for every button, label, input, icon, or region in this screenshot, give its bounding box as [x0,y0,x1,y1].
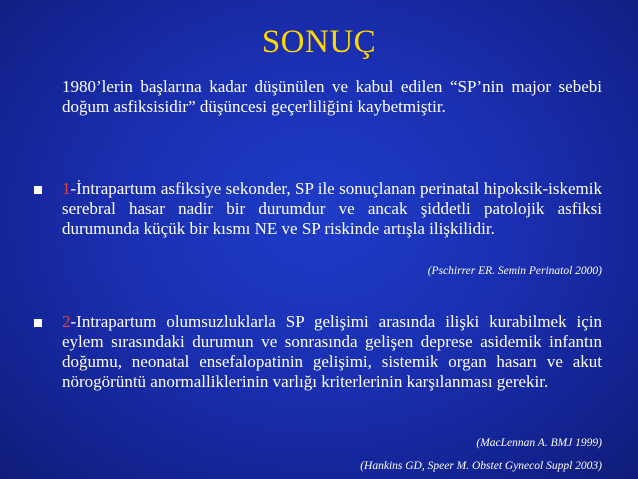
point-2-text: -Intrapartum olumsuzluklarla SP gelişimi arasında ilişki kurabilmek için eylem sırasındaki durumun ve sonrasında gelişen deprese asidemik infantın doğumu, neonatal ensefalopatinin gelişimi, sistemik organ hasarı ve akut nörogörüntü anormalliklerinin varlığı kriterlerinin karşılanması gerekir. [62,312,602,391]
intro-paragraph: 1980’lerin başlarına kadar düşünülen ve kabul edilen “SP’nin major sebebi doğum asfiksisidir” düşüncesi geçerliliğini kaybetmiştir. [62,77,602,116]
square-bullet-icon [34,319,42,327]
point-2-number: 2 [62,312,71,331]
citation-hankins: (Hankins GD, Speer M. Obstet Gynecol Suppl 2003) [360,460,602,472]
point-1-text: -İntrapartum asfiksiye sekonder, SP ile sonuçlanan perinatal hipoksik-iskemik serebral hasar nadir bir durumdur ve ancak şiddetli patolojik asfiksi durumunda küçük bir kısmı NE ve SP riskinde artışla ilişkilidir. [62,179,602,238]
square-bullet-icon [34,186,42,194]
citation-pschirrer: (Pschirrer ER. Semin Perinatol 2000) [427,265,602,277]
citation-maclennan: (MacLennan A. BMJ 1999) [476,437,602,449]
point-1-number: 1 [62,179,71,198]
point-1 [62,179,602,239]
slide-title: SONUÇ [261,24,377,60]
point-2 [62,312,602,392]
